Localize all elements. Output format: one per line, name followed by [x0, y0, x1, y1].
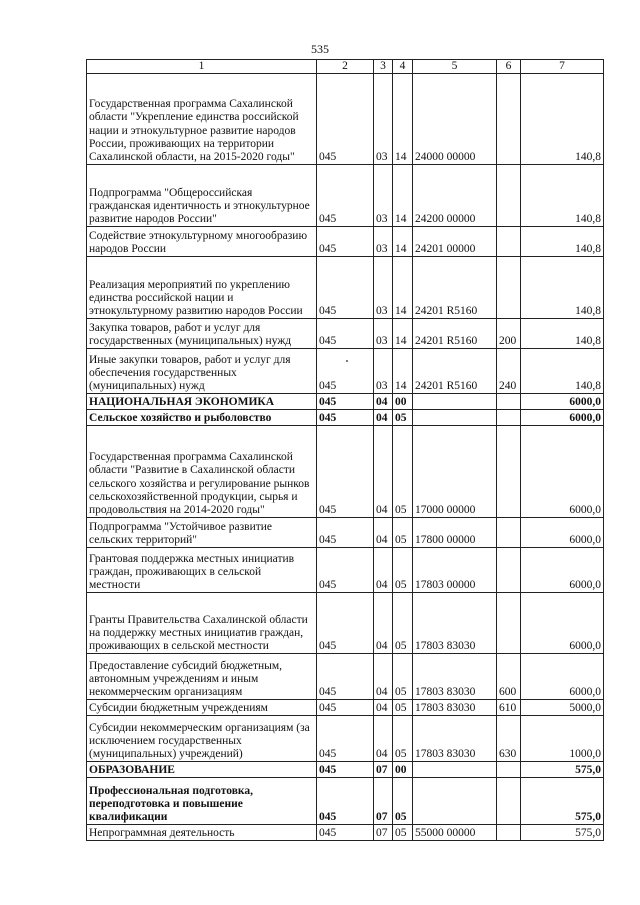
section-code-cell: 07	[374, 825, 393, 841]
ministry-code-cell: 045	[317, 700, 374, 716]
section-code-cell: 04	[374, 593, 393, 654]
amount-cell: 5000,0	[521, 700, 604, 716]
target-article-cell: 17000 00000	[413, 426, 497, 518]
row-name-cell: Реализация мероприятий по укреплению единства российской нации и этнокультурному развитию народов России	[87, 257, 317, 319]
target-article-cell: 55000 00000	[413, 825, 497, 841]
subsection-code-cell: 05	[393, 593, 413, 654]
column-number-row	[87, 60, 604, 74]
row-name-cell: Подпрограмма "Устойчивое развитие сельских территорий"	[87, 518, 317, 548]
ministry-code-cell: 045	[317, 394, 374, 410]
table-row	[87, 518, 604, 548]
target-article-cell: 17800 00000	[413, 518, 497, 548]
section-code-cell: 03	[374, 74, 393, 165]
section-code-cell: 04	[374, 716, 393, 762]
target-article-cell: 24200 00000	[413, 165, 497, 227]
target-article-cell: 24201 R5160	[413, 319, 497, 349]
expense-type-cell	[497, 426, 521, 518]
target-article-cell: 17803 00000	[413, 548, 497, 593]
row-name-cell: Государственная программа Сахалинской области "Развитие в Сахалинской области сельского хозяйства и регулирование рынков сельскохозяйственной продукции, сырья и продовольствия на 2014-2020 годы"	[87, 426, 317, 518]
row-name-cell: НАЦИОНАЛЬНАЯ ЭКОНОМИКА	[87, 394, 317, 410]
ministry-code-cell: 045	[317, 716, 374, 762]
target-article-cell: 17803 83030	[413, 593, 497, 654]
row-name-cell: Государственная программа Сахалинской области "Укрепление единства российской нации и этнокультурное развитие народов России, проживающих на территории Сахалинской области, на 2015-2020 годы"	[87, 74, 317, 165]
row-name-cell: Содействие этнокультурному многообразию народов России	[87, 227, 317, 257]
expense-type-cell	[497, 227, 521, 257]
expense-type-cell	[497, 778, 521, 825]
amount-cell: 6000,0	[521, 518, 604, 548]
section-code-cell: 03	[374, 319, 393, 349]
ministry-code-cell: 045	[317, 74, 374, 165]
amount-cell: 140,8	[521, 227, 604, 257]
ministry-code-cell: 045	[317, 518, 374, 548]
ministry-code-cell: 045	[317, 227, 374, 257]
subsection-code-cell: 14	[393, 257, 413, 319]
target-article-cell	[413, 762, 497, 778]
target-article-cell: 24201 R5160	[413, 349, 497, 394]
ministry-code-cell: 045	[317, 548, 374, 593]
expense-type-cell: 610	[497, 700, 521, 716]
subsection-code-cell: 14	[393, 319, 413, 349]
page-number: 535	[311, 42, 329, 56]
target-article-cell	[413, 778, 497, 825]
section-code-cell: 03	[374, 165, 393, 227]
target-article-cell	[413, 394, 497, 410]
column-header: 7	[521, 60, 604, 74]
target-article-cell: 17803 83030	[413, 654, 497, 700]
row-name-cell: Гранты Правительства Сахалинской области на поддержку местных инициатив граждан, проживающих в сельской местности	[87, 593, 317, 654]
subsection-code-cell: 05	[393, 700, 413, 716]
ministry-code-cell: 045	[317, 319, 374, 349]
expense-type-cell	[497, 394, 521, 410]
table-row	[87, 593, 604, 654]
table-row	[87, 778, 604, 825]
table-row	[87, 654, 604, 700]
expense-type-cell	[497, 410, 521, 426]
expense-type-cell	[497, 74, 521, 165]
amount-cell: 140,8	[521, 257, 604, 319]
ministry-code-cell: 045	[317, 825, 374, 841]
expense-type-cell	[497, 257, 521, 319]
amount-cell: 6000,0	[521, 548, 604, 593]
table-row	[87, 700, 604, 716]
ministry-code-cell: 045	[317, 778, 374, 825]
subsection-code-cell: 05	[393, 518, 413, 548]
row-name-cell: Закупка товаров, работ и услуг для государственных (муниципальных) нужд	[87, 319, 317, 349]
table-row	[87, 548, 604, 593]
amount-cell: 1000,0	[521, 716, 604, 762]
section-code-cell: 07	[374, 778, 393, 825]
row-name-cell: Субсидии бюджетным учреждениям	[87, 700, 317, 716]
ministry-code-cell: 045	[317, 165, 374, 227]
row-name-cell: Сельское хозяйство и рыболовство	[87, 410, 317, 426]
expense-type-cell	[497, 825, 521, 841]
row-name-cell: ОБРАЗОВАНИЕ	[87, 762, 317, 778]
table-row	[87, 319, 604, 349]
amount-cell: 6000,0	[521, 410, 604, 426]
amount-cell: 575,0	[521, 762, 604, 778]
section-code-cell: 04	[374, 518, 393, 548]
amount-cell: 6000,0	[521, 394, 604, 410]
amount-cell: 140,8	[521, 319, 604, 349]
subsection-code-cell: 00	[393, 394, 413, 410]
table-row	[87, 716, 604, 762]
table-row	[87, 394, 604, 410]
table-row	[87, 426, 604, 518]
amount-cell: 575,0	[521, 778, 604, 825]
table-row	[87, 74, 604, 165]
ministry-code-cell: 045	[317, 257, 374, 319]
subsection-code-cell: 05	[393, 778, 413, 825]
target-article-cell: 17803 83030	[413, 716, 497, 762]
section-code-cell: 03	[374, 227, 393, 257]
ministry-code-cell: 045	[317, 410, 374, 426]
section-code-cell: 04	[374, 700, 393, 716]
expense-type-cell	[497, 593, 521, 654]
ministry-code-cell: 045	[317, 762, 374, 778]
subsection-code-cell: 14	[393, 349, 413, 394]
amount-cell: 575,0	[521, 825, 604, 841]
subsection-code-cell: 05	[393, 825, 413, 841]
amount-cell: 6000,0	[521, 654, 604, 700]
expense-type-cell: 630	[497, 716, 521, 762]
expense-type-cell	[497, 518, 521, 548]
subsection-code-cell: 05	[393, 716, 413, 762]
column-header: 2	[317, 60, 374, 74]
table-row	[87, 410, 604, 426]
subsection-code-cell: 00	[393, 762, 413, 778]
expense-type-cell	[497, 762, 521, 778]
table-row	[87, 165, 604, 227]
ministry-code-cell: 045	[317, 593, 374, 654]
column-header: 1	[87, 60, 317, 74]
expense-type-cell	[497, 548, 521, 593]
ministry-code-cell: 045	[317, 426, 374, 518]
table-row	[87, 762, 604, 778]
row-name-cell: Грантовая поддержка местных инициатив граждан, проживающих в сельской местности	[87, 548, 317, 593]
subsection-code-cell: 05	[393, 410, 413, 426]
subsection-code-cell: 14	[393, 74, 413, 165]
ministry-code-cell: 045	[317, 654, 374, 700]
section-code-cell: 03	[374, 349, 393, 394]
row-name-cell: Непрограммная деятельность	[87, 825, 317, 841]
target-article-cell: 17803 83030	[413, 700, 497, 716]
subsection-code-cell: 14	[393, 227, 413, 257]
amount-cell: 140,8	[521, 349, 604, 394]
section-code-cell: 04	[374, 654, 393, 700]
row-name-cell: Профессиональная подготовка, переподготовка и повышение квалификации	[87, 778, 317, 825]
table-row	[87, 825, 604, 841]
section-code-cell: 04	[374, 410, 393, 426]
expense-type-cell	[497, 165, 521, 227]
section-code-cell: 03	[374, 257, 393, 319]
expense-type-cell: 600	[497, 654, 521, 700]
table-row	[87, 257, 604, 319]
subsection-code-cell: 05	[393, 548, 413, 593]
target-article-cell: 24201 R5160	[413, 257, 497, 319]
budget-table	[86, 59, 604, 841]
row-name-cell: Предоставление субсидий бюджетным, автономным учреждениям и иным некоммерческим организациям	[87, 654, 317, 700]
table-row	[87, 349, 604, 394]
column-header: 6	[497, 60, 521, 74]
column-header: 5	[413, 60, 497, 74]
ministry-code-cell: 045	[317, 349, 374, 394]
section-code-cell: 04	[374, 394, 393, 410]
row-name-cell: Иные закупки товаров, работ и услуг для обеспечения государственных (муниципальных) нужд	[87, 349, 317, 394]
expense-type-cell: 240	[497, 349, 521, 394]
amount-cell: 6000,0	[521, 593, 604, 654]
section-code-cell: 07	[374, 762, 393, 778]
scan-speck	[346, 360, 348, 362]
section-code-cell: 04	[374, 548, 393, 593]
target-article-cell: 24201 00000	[413, 227, 497, 257]
subsection-code-cell: 05	[393, 426, 413, 518]
row-name-cell: Субсидии некоммерческим организациям (за исключением государственных (муниципальных) учреждений)	[87, 716, 317, 762]
amount-cell: 6000,0	[521, 426, 604, 518]
expense-type-cell: 200	[497, 319, 521, 349]
amount-cell: 140,8	[521, 74, 604, 165]
column-header: 3	[374, 60, 393, 74]
target-article-cell	[413, 410, 497, 426]
target-article-cell: 24000 00000	[413, 74, 497, 165]
subsection-code-cell: 14	[393, 165, 413, 227]
section-code-cell: 04	[374, 426, 393, 518]
column-header: 4	[393, 60, 413, 74]
row-name-cell: Подпрограмма "Общероссийская гражданская идентичность и этнокультурное развитие народов России"	[87, 165, 317, 227]
amount-cell: 140,8	[521, 165, 604, 227]
subsection-code-cell: 05	[393, 654, 413, 700]
table-row	[87, 227, 604, 257]
